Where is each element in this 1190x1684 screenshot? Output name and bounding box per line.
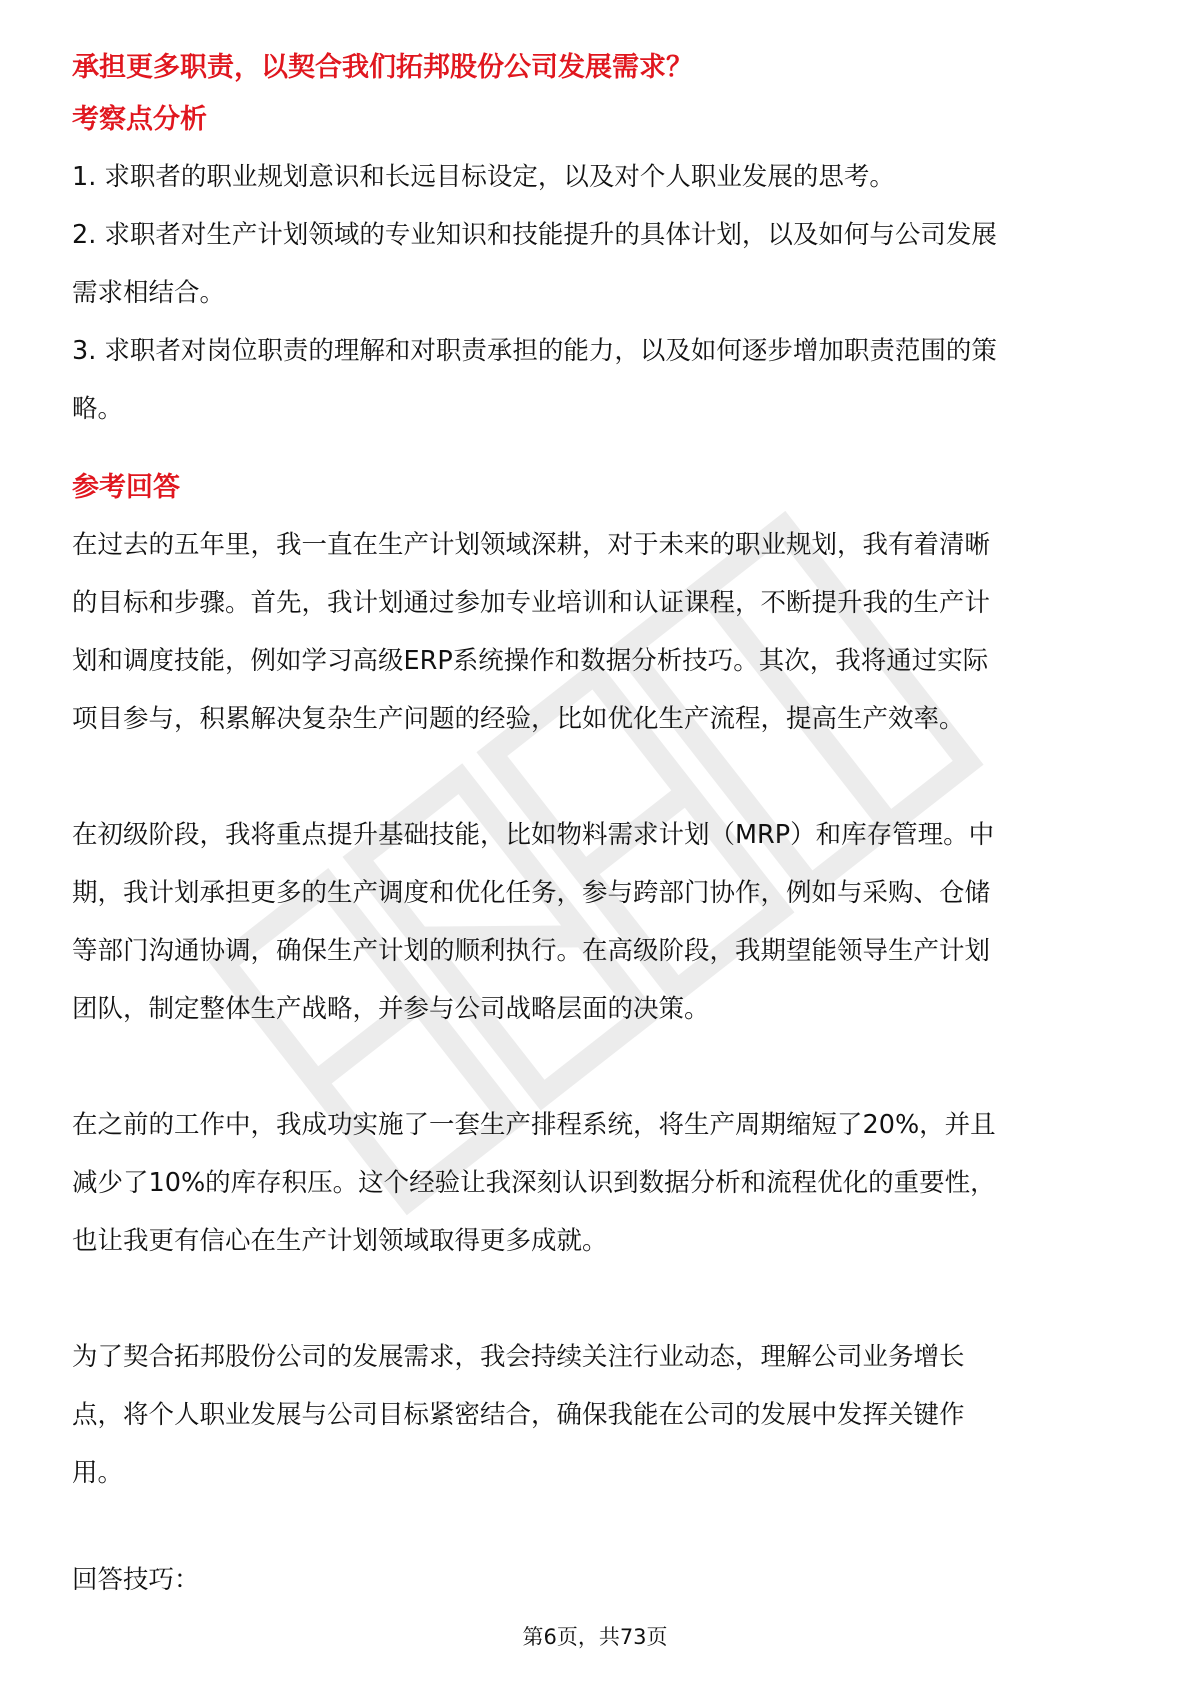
paragraph-line: 期，我计划承担更多的生产调度和优化任务，参与跨部门协作，例如与采购、仓储 bbox=[72, 878, 991, 908]
paragraph-line: 为了契合拓邦股份公司的发展需求，我会持续关注行业动态，理解公司业务增长 bbox=[72, 1342, 965, 1372]
analysis-item-line: 略。 bbox=[72, 394, 124, 424]
paragraph-line: 也让我更有信心在生产计划领域取得更多成就。 bbox=[72, 1226, 608, 1256]
answer-paragraph-1 bbox=[72, 516, 1122, 748]
paragraph-line: 在初级阶段，我将重点提升基础技能，比如物料需求计划（MRP）和库存管理。中 bbox=[72, 820, 995, 850]
paragraph-line: 减少了10%的库存积压。这个经验让我深刻认识到数据分析和流程优化的重要性， bbox=[72, 1168, 996, 1198]
answer-heading: 参考回答 bbox=[72, 472, 180, 503]
paragraph-line: 点，将个人职业发展与公司目标紧密结合，确保我能在公司的发展中发挥关键作 bbox=[72, 1400, 965, 1430]
analysis-item-line: 1. 求职者的职业规划意识和长远目标设定，以及对个人职业发展的思考。 bbox=[72, 162, 895, 192]
analysis-item-2 bbox=[72, 206, 1122, 322]
analysis-item-1 bbox=[72, 148, 1122, 206]
paragraph-line: 的目标和步骤。首先，我计划通过参加专业培训和认证课程，不断提升我的生产计 bbox=[72, 588, 991, 618]
paragraph-line: 在之前的工作中，我成功实施了一套生产排程系统，将生产周期缩短了20%，并且 bbox=[72, 1110, 996, 1140]
question-title: 承担更多职责，以契合我们拓邦股份公司发展需求？ bbox=[72, 52, 693, 83]
analysis-item-line: 需求相结合。 bbox=[72, 278, 226, 308]
paragraph-line: 团队，制定整体生产战略，并参与公司战略层面的决策。 bbox=[72, 994, 710, 1024]
paragraph-line: 划和调度技能，例如学习高级ERP系统操作和数据分析技巧。其次，我将通过实际 bbox=[72, 646, 989, 676]
paragraph-line: 项目参与，积累解决复杂生产问题的经验，比如优化生产流程，提高生产效率。 bbox=[72, 704, 965, 734]
answer-paragraph-4 bbox=[72, 1328, 1122, 1502]
answer-paragraph-3 bbox=[72, 1096, 1122, 1270]
analysis-item-line: 2. 求职者对生产计划领域的专业知识和技能提升的具体计划，以及如何与公司发展 bbox=[72, 220, 997, 250]
paragraph-line: 等部门沟通协调，确保生产计划的顺利执行。在高级阶段，我期望能领导生产计划 bbox=[72, 936, 991, 966]
paragraph-line: 在过去的五年里，我一直在生产计划领域深耕，对于未来的职业规划，我有着清晰 bbox=[72, 530, 991, 560]
analysis-heading: 考察点分析 bbox=[72, 104, 207, 135]
answer-paragraph-2 bbox=[72, 806, 1122, 1038]
page-indicator: 第6页，共73页 bbox=[522, 1625, 668, 1649]
document-page bbox=[72, 48, 1122, 1600]
analysis-item-3 bbox=[72, 322, 1122, 438]
analysis-list bbox=[72, 148, 1122, 438]
tips-label: 回答技巧： bbox=[72, 1565, 200, 1595]
analysis-item-line: 3. 求职者对岗位职责的理解和对职责承担的能力，以及如何逐步增加职责范围的策 bbox=[72, 336, 997, 366]
paragraph-line: 用。 bbox=[72, 1458, 124, 1488]
